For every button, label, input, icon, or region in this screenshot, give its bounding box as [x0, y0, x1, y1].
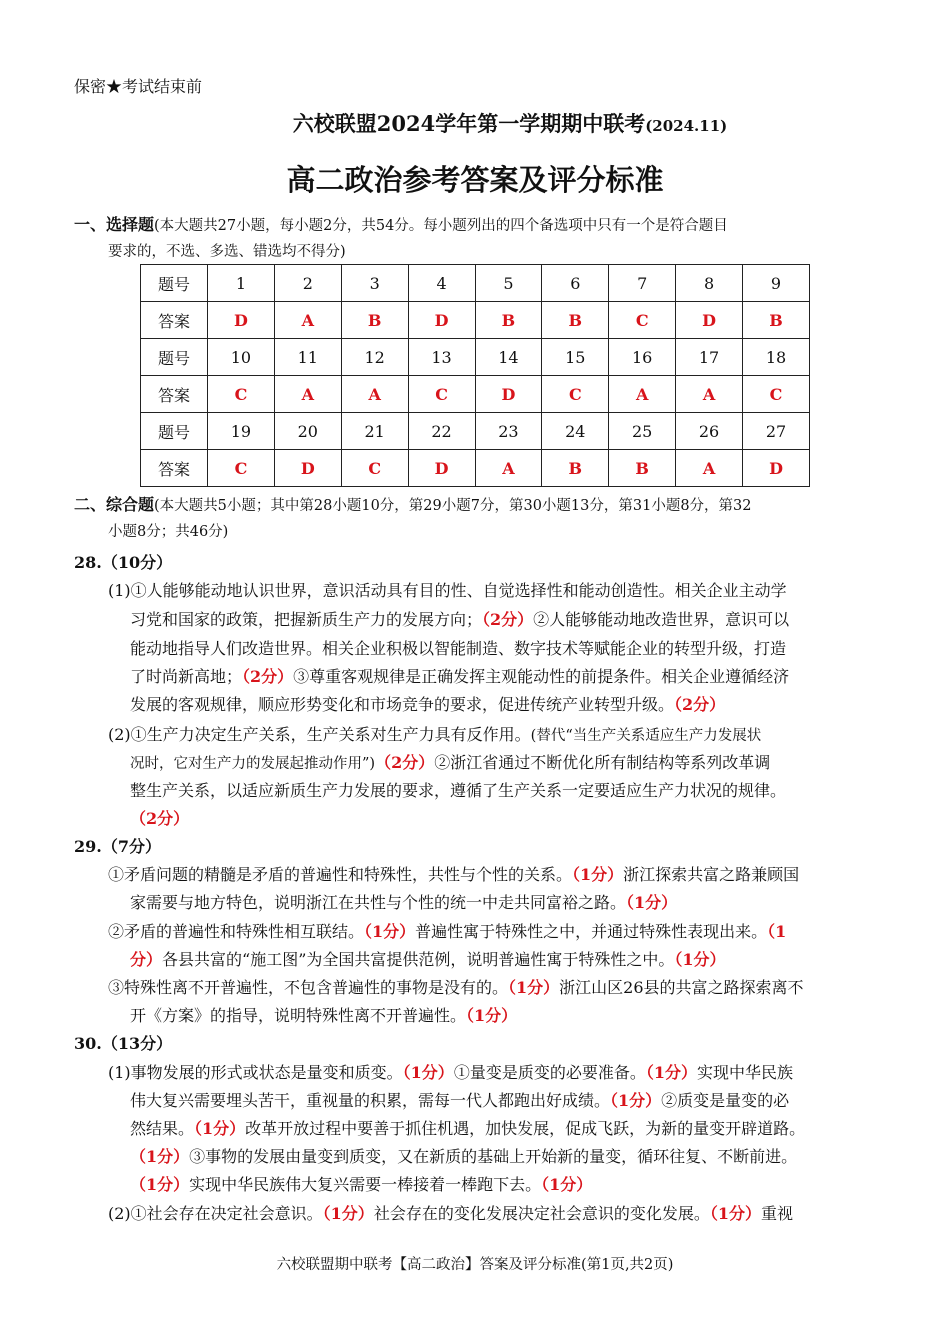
row-label-answer: 答案 [141, 450, 208, 487]
answer-cell: C [341, 450, 408, 487]
q29-line4 [130, 947, 726, 970]
text: 浙江山区26县的共富之路探索离不 [559, 978, 804, 997]
section1-note-cont: 要求的，不选、多选、错选均不得分) [108, 244, 346, 260]
answer-cell: B [475, 302, 542, 339]
question-number-cell: 1 [208, 265, 275, 302]
score: （1分） [364, 922, 416, 941]
section1-note: (本大题共27小题，每小题2分，共54分。每小题列出的四个备选项中只有一个是符合题目 [154, 218, 728, 234]
score: （1 [767, 922, 787, 941]
q28-p1-line1: (1)①人能够能动地认识世界，意识活动具有目的性、自觉选择性和能动创造性。相关企业主动学 [108, 581, 787, 600]
row-label-answer: 答案 [141, 376, 208, 413]
question-number-cell: 21 [341, 413, 408, 450]
question-number-cell: 27 [743, 413, 810, 450]
score: （2分） [674, 695, 726, 714]
text: 然结果。 [130, 1119, 195, 1138]
answer-cell: A [676, 450, 743, 487]
answer-cell: D [274, 450, 341, 487]
text: 发展的客观规律，顺应形势变化和市场竞争的要求，促进传统产业转型升级。 [130, 695, 675, 714]
text: 改革开放过程中要善于抓住机遇，加快发展，促成飞跃，为新的量变开辟道路。 [245, 1119, 806, 1138]
text: 实现中华民族 [696, 1063, 793, 1082]
q30-line6 [108, 1201, 793, 1224]
question-number-cell: 7 [609, 265, 676, 302]
answer-cell: A [475, 450, 542, 487]
question-number-cell: 15 [542, 339, 609, 376]
exam-title-main: 六校联盟2024学年第一学期期中联考 [292, 111, 646, 136]
question-number-cell: 17 [676, 339, 743, 376]
q30-line3 [130, 1116, 805, 1139]
answer-cell: A [274, 376, 341, 413]
text: ①矛盾问题的精髓是矛盾的普遍性和特殊性，共性与个性的关系。 [108, 865, 573, 884]
score: （2分） [242, 667, 294, 686]
question-number-cell: 3 [341, 265, 408, 302]
score: （1分） [130, 1147, 190, 1166]
q28-p2-line3: 整生产关系，以适应新质生产力发展的要求，遵循了生产关系一定要适应生产力状况的规律。 [130, 781, 787, 800]
q29-line6 [130, 1003, 517, 1026]
question-number-cell: 18 [743, 339, 810, 376]
question-number-cell: 13 [408, 339, 475, 376]
row-label-question: 题号 [141, 413, 208, 450]
question-number-row [141, 265, 810, 302]
answer-cell: B [542, 450, 609, 487]
q30-line4 [130, 1144, 797, 1167]
question-number-cell: 19 [208, 413, 275, 450]
question-number-cell: 12 [341, 339, 408, 376]
q28-p2-line2 [130, 750, 770, 773]
text: ②质变是量变的必 [661, 1091, 790, 1110]
score: （1分） [130, 1175, 190, 1194]
q30-line2 [130, 1088, 789, 1111]
question-number-cell: 5 [475, 265, 542, 302]
answer-cell: D [475, 376, 542, 413]
question-number-cell: 20 [274, 413, 341, 450]
row-label-answer: 答案 [141, 302, 208, 339]
score: （1分） [645, 1063, 697, 1082]
score: （1分） [322, 1204, 374, 1223]
text: ③尊重客观规律是正确发挥主观能动性的前提条件。相关企业遵循经济 [293, 667, 790, 686]
answer-cell: B [609, 450, 676, 487]
note: 况时，它对生产力的发展起推动作用”) [130, 756, 376, 772]
text: ③特殊性离不开普遍性，不包含普遍性的事物是没有的。 [108, 978, 509, 997]
answer-cell: D [208, 302, 275, 339]
answer-cell: C [408, 376, 475, 413]
text: 普遍性寓于特殊性之中，并通过特殊性表现出来。 [415, 922, 768, 941]
row-label-question: 题号 [141, 339, 208, 376]
text: 重视 [760, 1204, 793, 1223]
score: （1分） [508, 978, 560, 997]
answer-cell: A [274, 302, 341, 339]
answer-row [141, 376, 810, 413]
q30-line5 [130, 1172, 592, 1195]
answer-cell: B [341, 302, 408, 339]
answer-cell: C [208, 450, 275, 487]
question-number-cell: 11 [274, 339, 341, 376]
question-number-cell: 25 [609, 413, 676, 450]
score: （1分） [194, 1119, 246, 1138]
question-number-cell: 16 [609, 339, 676, 376]
q28-p1-line4 [130, 664, 789, 687]
q28-p1-line5 [130, 692, 725, 715]
q28-p1-line2 [130, 607, 789, 630]
text: 习党和国家的政策，把握新质生产力的发展方向； [130, 610, 483, 629]
q30-line1 [108, 1060, 793, 1083]
answer-cell: C [743, 376, 810, 413]
text: 社会存在的变化发展决定社会意识的变化发展。 [373, 1204, 710, 1223]
score: （1分） [541, 1175, 593, 1194]
question-number-cell: 10 [208, 339, 275, 376]
answer-cell: A [676, 376, 743, 413]
q29-line5 [108, 975, 804, 998]
score: 分） [130, 950, 163, 969]
question-number-cell: 8 [676, 265, 743, 302]
question-number-cell: 23 [475, 413, 542, 450]
q28-p2-score: （2分） [130, 809, 190, 828]
answer-cell: A [341, 376, 408, 413]
text: ①量变是质变的必要准备。 [453, 1063, 646, 1082]
row-label-question: 题号 [141, 265, 208, 302]
text: ②矛盾的普遍性和特殊性相互联结。 [108, 922, 365, 941]
answer-cell: A [609, 376, 676, 413]
answer-cell: C [542, 376, 609, 413]
question-number-cell: 22 [408, 413, 475, 450]
answer-cell: D [408, 302, 475, 339]
note: (替代“当生产关系适应生产力发展状 [530, 728, 762, 744]
score: （1分） [626, 893, 678, 912]
score: （2分） [375, 753, 435, 772]
section2-note-cont: 小题8分；共46分) [108, 524, 229, 540]
score: （1分） [466, 1006, 518, 1025]
q29-title: 29.（7分） [74, 837, 161, 856]
text: 实现中华民族伟大复兴需要一棒接着一棒跑下去。 [189, 1175, 542, 1194]
score: （1分） [402, 1063, 454, 1082]
text: (2)①社会存在决定社会意识。 [108, 1204, 323, 1223]
answer-table [140, 264, 810, 487]
question-number-cell: 14 [475, 339, 542, 376]
answer-cell: C [609, 302, 676, 339]
text: ③事物的发展由量变到质变，又在新质的基础上开始新的量变，循环往复、不断前进。 [189, 1147, 798, 1166]
question-number-cell: 6 [542, 265, 609, 302]
text: (2)①生产力决定生产关系，生产关系对生产力具有反作用。 [108, 725, 531, 744]
question-number-cell: 2 [274, 265, 341, 302]
question-number-row [141, 339, 810, 376]
text: 伟大复兴需要埋头苦干，重视量的积累，需每一代人都跑出好成绩。 [130, 1091, 611, 1110]
text: 浙江探索共富之路兼顾国 [623, 865, 800, 884]
score: （2分） [482, 610, 534, 629]
text: 各县共富的“施工图”为全国共富提供范例，说明普遍性寓于特殊性之中。 [162, 950, 675, 969]
q29-line3 [108, 919, 786, 942]
answer-row [141, 302, 810, 339]
answer-cell: B [542, 302, 609, 339]
q28-title: 28.（10分） [74, 553, 173, 572]
section1-heading: 一、选择题 [74, 215, 155, 234]
answer-row [141, 450, 810, 487]
score: （1分） [572, 865, 624, 884]
text: (1)事物发展的形式或状态是量变和质变。 [108, 1063, 403, 1082]
section2-note: (本大题共5小题；其中第28小题10分，第29小题7分，第30小题13分，第31小题8分，第32 [154, 498, 752, 514]
score: （1分） [610, 1091, 662, 1110]
section2-line1 [74, 492, 752, 515]
question-number-cell: 24 [542, 413, 609, 450]
question-number-cell: 9 [743, 265, 810, 302]
score: （1分） [709, 1204, 761, 1223]
answer-cell: B [743, 302, 810, 339]
question-number-row [141, 413, 810, 450]
answer-cell: D [676, 302, 743, 339]
question-number-cell: 4 [408, 265, 475, 302]
exam-title [0, 108, 950, 138]
question-number-cell: 26 [676, 413, 743, 450]
confidential-mark: 保密★考试结束前 [74, 77, 203, 96]
q29-line1 [108, 862, 799, 885]
answer-cell: D [743, 450, 810, 487]
text: ②浙江省通过不断优化所有制结构等系列改革调 [434, 753, 771, 772]
section2-heading: 二、综合题 [74, 495, 155, 514]
q30-title: 30.（13分） [74, 1034, 173, 1053]
answer-cell: C [208, 376, 275, 413]
answer-cell: D [408, 450, 475, 487]
exam-date: (2024.11) [645, 117, 728, 135]
page-footer: 六校联盟期中联考【高二政治】答案及评分标准(第1页,共2页) [276, 1257, 674, 1273]
section1-line1 [74, 212, 728, 235]
q29-line2 [130, 890, 677, 913]
text: 开《方案》的指导，说明特殊性离不开普遍性。 [130, 1006, 467, 1025]
page-title: 高二政治参考答案及评分标准 [286, 163, 664, 197]
score: （1分） [674, 950, 726, 969]
text: ②人能够能动地改造世界，意识可以 [533, 610, 790, 629]
q28-p2-line1 [108, 722, 761, 745]
q28-p1-line3: 能动地指导人们改造世界。相关企业积极以智能制造、数字技术等赋能企业的转型升级，打造 [130, 639, 787, 658]
text: 家需要与地方特色，说明浙江在共性与个性的统一中走共同富裕之路。 [130, 893, 627, 912]
text: 了时尚新高地； [130, 667, 243, 686]
